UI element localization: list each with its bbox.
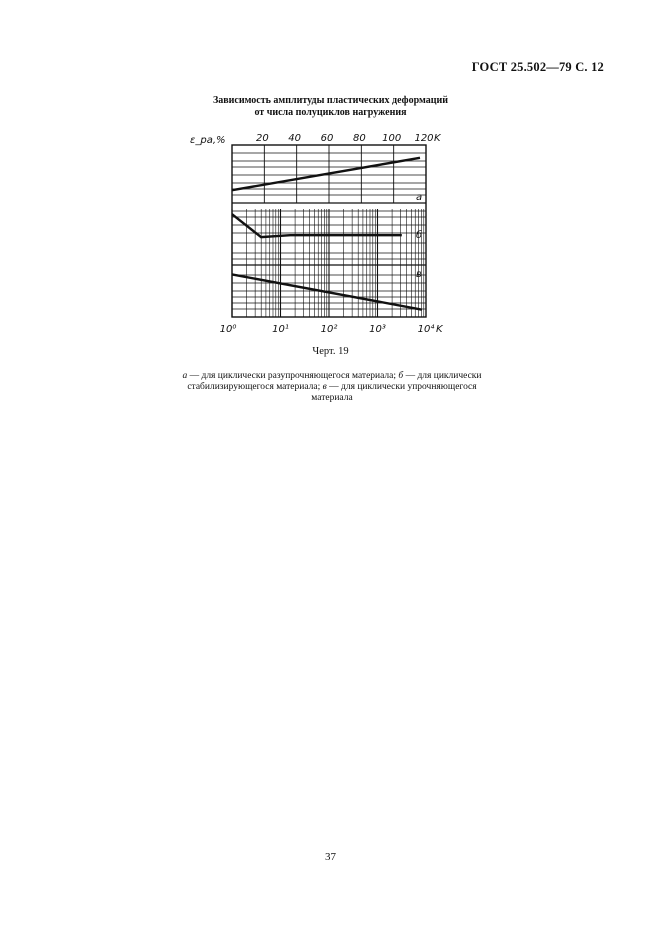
- chart-svg: [190, 125, 470, 340]
- figure-title: [0, 95, 661, 118]
- top-tick-label: 100: [382, 133, 402, 144]
- legend-a-letter: а: [182, 371, 188, 381]
- top-tick-label: 40: [288, 133, 302, 144]
- figure-legend: [182, 371, 482, 404]
- figure-caption: Черт. 19: [312, 346, 349, 357]
- bottom-tick-label: 10⁴: [417, 324, 435, 335]
- bottom-tick-label: 10¹: [272, 324, 289, 335]
- top-tick-label: 120: [414, 133, 434, 144]
- series-line-2: [232, 214, 402, 237]
- legend-v-letter: в: [322, 382, 327, 392]
- y-axis-label: ε_pa,%: [190, 135, 226, 146]
- legend-b-text: — для циклически стабилизирующегося материала;: [187, 371, 482, 392]
- figure-title-line-2: от числа полуциклов нагружения: [254, 106, 407, 118]
- legend-v-text: — для циклически упрочняющегося материала: [311, 382, 477, 403]
- bottom-tick-label: 10⁰: [219, 324, 237, 335]
- bottom-tick-label: 10³: [369, 324, 386, 335]
- bottom-axis-label: K: [436, 324, 443, 335]
- page-number: 37: [325, 851, 336, 863]
- bottom-tick-label: 10²: [320, 324, 338, 335]
- chart: [190, 125, 470, 340]
- series-label-3: в: [416, 269, 422, 280]
- top-tick-label: 80: [352, 133, 366, 144]
- series-line-1: [232, 158, 420, 190]
- top-tick-label: 20: [255, 133, 269, 144]
- series-label-2: б: [416, 230, 423, 241]
- series-label-1: а: [416, 192, 423, 203]
- figure-title-line-1: Зависимость амплитуды пластических деформаций: [212, 95, 449, 106]
- top-axis-label: K: [434, 133, 441, 144]
- page-header: ГОСТ 25.502—79 С. 12: [471, 60, 604, 74]
- legend-b-letter: б: [398, 371, 404, 381]
- legend-a-text: — для циклически разупрочняющегося материала;: [187, 371, 399, 381]
- top-tick-label: 60: [320, 133, 334, 144]
